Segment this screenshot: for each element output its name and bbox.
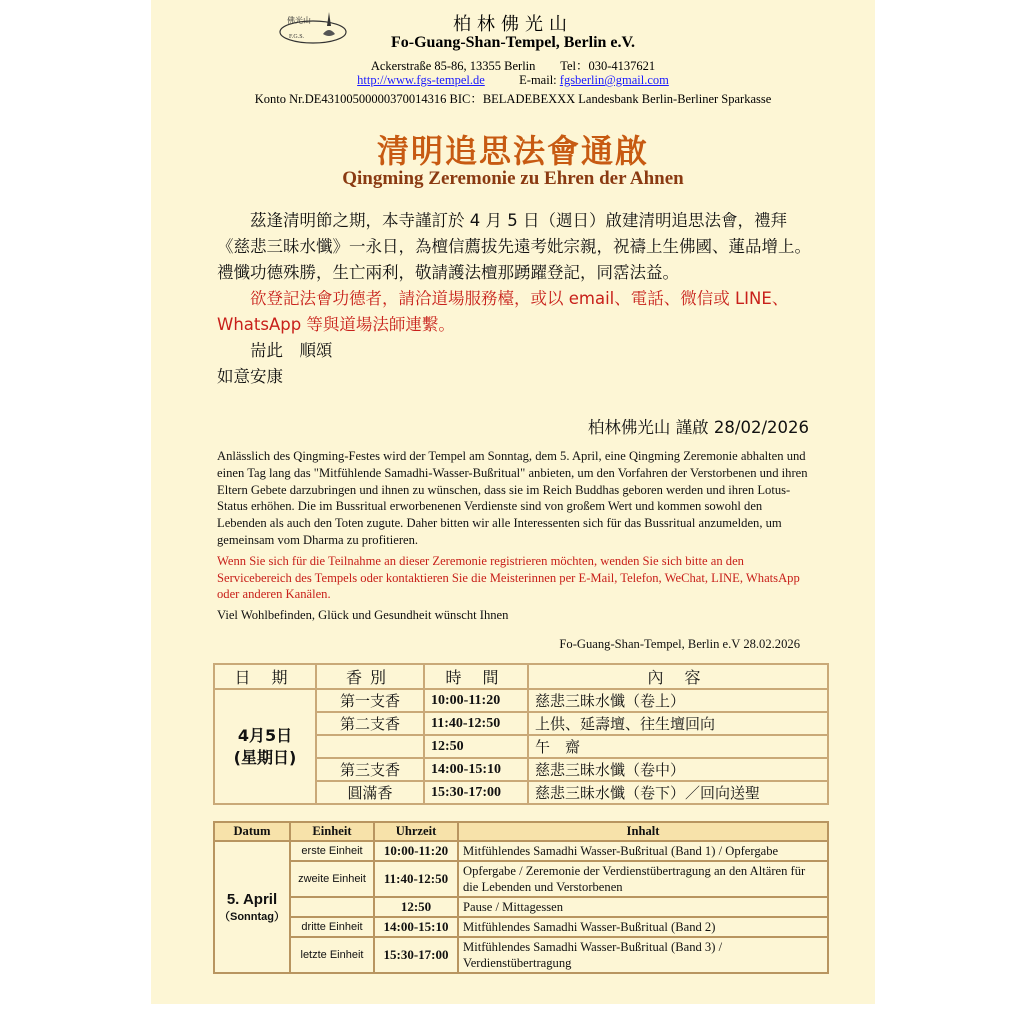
document-page <box>151 0 875 1004</box>
header-content: Inhalt <box>458 822 828 841</box>
address: Ackerstraße 85-86, 13355 Berlin <box>370 59 536 73</box>
content-cell: 午 齋 <box>528 735 828 758</box>
svg-text:F.G.S.: F.G.S. <box>289 34 305 40</box>
temple-name-de: Fo-Guang-Shan-Tempel, Berlin e.V. <box>390 34 636 51</box>
table-row <box>214 917 828 937</box>
de-signature: Fo-Guang-Shan-Tempel, Berlin e.V 28.02.2026 <box>559 637 800 651</box>
temple-name-cn: 柏林佛光山 <box>453 14 573 35</box>
bank-line: Konto Nr.DE43100500000370014316 BIC：BELADEBEXXX Landesbank Berlin-Berliner Sparkasse <box>254 92 772 106</box>
table-header-row <box>214 664 828 689</box>
address-line <box>151 56 875 74</box>
time-cell: 15:30-17:00 <box>424 781 528 804</box>
date-line-1: 4月5日 <box>237 725 293 745</box>
content-cell: 慈悲三昧水懺（卷下）／回向送聖 <box>528 781 828 804</box>
time-cell: 15:30-17:00 <box>374 937 458 973</box>
cn-closing-1: 耑此 順頌 <box>250 341 333 360</box>
cn-letter <box>217 208 817 390</box>
website-link[interactable]: http://www.fgs-tempel.de <box>357 73 485 87</box>
content-cell: Mitfühlendes Samadhi Wasser-Bußritual (Band 1) / Opfergabe <box>458 841 828 861</box>
header-date: Datum <box>214 822 290 841</box>
time-cell: 11:40-12:50 <box>424 712 528 735</box>
unit-cell <box>290 897 374 917</box>
table-row <box>214 861 828 897</box>
title-cn: 清明追思法會通啟 <box>376 132 649 170</box>
time-cell: 14:00-15:10 <box>374 917 458 937</box>
de-paragraph-1: Anlässlich des Qingming-Festes wird der Tempel am Sonntag, dem 5. April, eine Qingming Zeremonie abhalten und einen Tag lang das "Mitfühlende Samadhi-Wasser-Bußritual" anbieten, um den Vorfahren der Verstorbenen und ihren Eltern Gebete darzubringen und ihnen zu wünschen, dass sie im Reich Buddhas geboren werden und ihren Lotus-Status erhöhen. Die im Bussritual erworbenenen Verdienste sind von großem Wert und kommen sowohl den Lebenden als auch den Toten zugute. Daher bitten wir alle Interessenten sich für das Bussritual anzumelden, um gemeinsam vom Dharma zu profitieren. <box>217 449 808 547</box>
table-row <box>214 689 828 712</box>
header-unit: Einheit <box>290 822 374 841</box>
table-header-row <box>214 822 828 841</box>
de-closing: Viel Wohlbefinden, Glück und Gesundheit wünscht Ihnen <box>217 608 509 623</box>
unit-cell <box>316 735 424 758</box>
table-row <box>214 897 828 917</box>
date-cell <box>214 841 290 973</box>
time-cell: 14:00-15:10 <box>424 758 528 781</box>
unit-cell: letzte Einheit <box>290 937 374 973</box>
unit-cell: dritte Einheit <box>290 917 374 937</box>
date-line-1: 5. April <box>226 890 278 908</box>
time-cell: 12:50 <box>374 897 458 917</box>
date-line-2: （Sonntag） <box>219 910 285 923</box>
web-line <box>151 73 875 88</box>
unit-cell: 第三支香 <box>316 758 424 781</box>
content-cell: 慈悲三昧水懺（卷中） <box>528 758 828 781</box>
time-cell: 10:00-11:20 <box>424 689 528 712</box>
cn-signature: 柏林佛光山 謹啟 28/02/2026 <box>587 418 809 437</box>
header-date: 日 期 <box>214 664 316 689</box>
svg-text:佛光山: 佛光山 <box>287 16 311 25</box>
email-link[interactable]: fgsberlin@gmail.com <box>559 73 669 87</box>
content-cell: 上供、延壽壇、往生壇回向 <box>528 712 828 735</box>
table-row <box>214 841 828 861</box>
header-time: Uhrzeit <box>374 822 458 841</box>
telephone: Tel：030-4137621 <box>560 59 656 73</box>
date-cell <box>214 689 316 804</box>
unit-cell: zweite Einheit <box>290 861 374 897</box>
cn-paragraph-2: 欲登記法會功德者，請洽道場服務檯，或以 email、電話、微信或 LINE、WhatsApp 等與道場法師連繫。 <box>217 289 789 334</box>
cn-closing-2: 如意安康 <box>217 367 283 386</box>
unit-cell: 第二支香 <box>316 712 424 735</box>
unit-cell: 第一支香 <box>316 689 424 712</box>
content-cell: Pause / Mittagessen <box>458 897 828 917</box>
content-cell: Mitfühlendes Samadhi Wasser-Bußritual (Band 3) / Verdienstübertragung <box>458 937 828 973</box>
schedule-table-de <box>213 821 829 974</box>
header-content: 內 容 <box>528 664 828 689</box>
de-letter <box>217 448 809 628</box>
email-label: E-mail: <box>519 73 557 87</box>
header-unit: 香別 <box>316 664 424 689</box>
time-cell: 11:40-12:50 <box>374 861 458 897</box>
content-cell: Mitfühlendes Samadhi Wasser-Bußritual (Band 2) <box>458 917 828 937</box>
unit-cell: erste Einheit <box>290 841 374 861</box>
table-row <box>214 937 828 973</box>
content-cell: 慈悲三昧水懺（卷上） <box>528 689 828 712</box>
title-de: Qingming Zeremonie zu Ehren der Ahnen <box>342 168 684 189</box>
content-cell: Opfergabe / Zeremonie der Verdienstübertragung an den Altären für die Lebenden und Verstorbenen <box>458 861 828 897</box>
de-paragraph-2: Wenn Sie sich für die Teilnahme an dieser Zeremonie registrieren möchten, wenden Sie sich bitte an den Servicebereich des Tempels oder kontaktieren Sie die Meisterinnen per E-Mail, Telefon, WeChat, LINE, WhatsApp oder anderen Kanälen. <box>217 553 800 602</box>
header-time: 時 間 <box>424 664 528 689</box>
cn-paragraph-1: 茲逢清明節之期，本寺謹訂於 4 月 5 日（週日）啟建清明追思法會，禮拜《慈悲三昧水懺》一永日，為檀信薦拔先遠考妣宗親，祝禱上生佛國、蓮品增上。禮懺功德殊勝，生亡兩利，敬請護法檀那踴躍登記，同霑法益。 <box>217 211 811 282</box>
unit-cell: 圓滿香 <box>316 781 424 804</box>
time-cell: 10:00-11:20 <box>374 841 458 861</box>
date-line-2: (星期日) <box>233 747 297 767</box>
time-cell: 12:50 <box>424 735 528 758</box>
schedule-table-cn <box>213 663 829 805</box>
